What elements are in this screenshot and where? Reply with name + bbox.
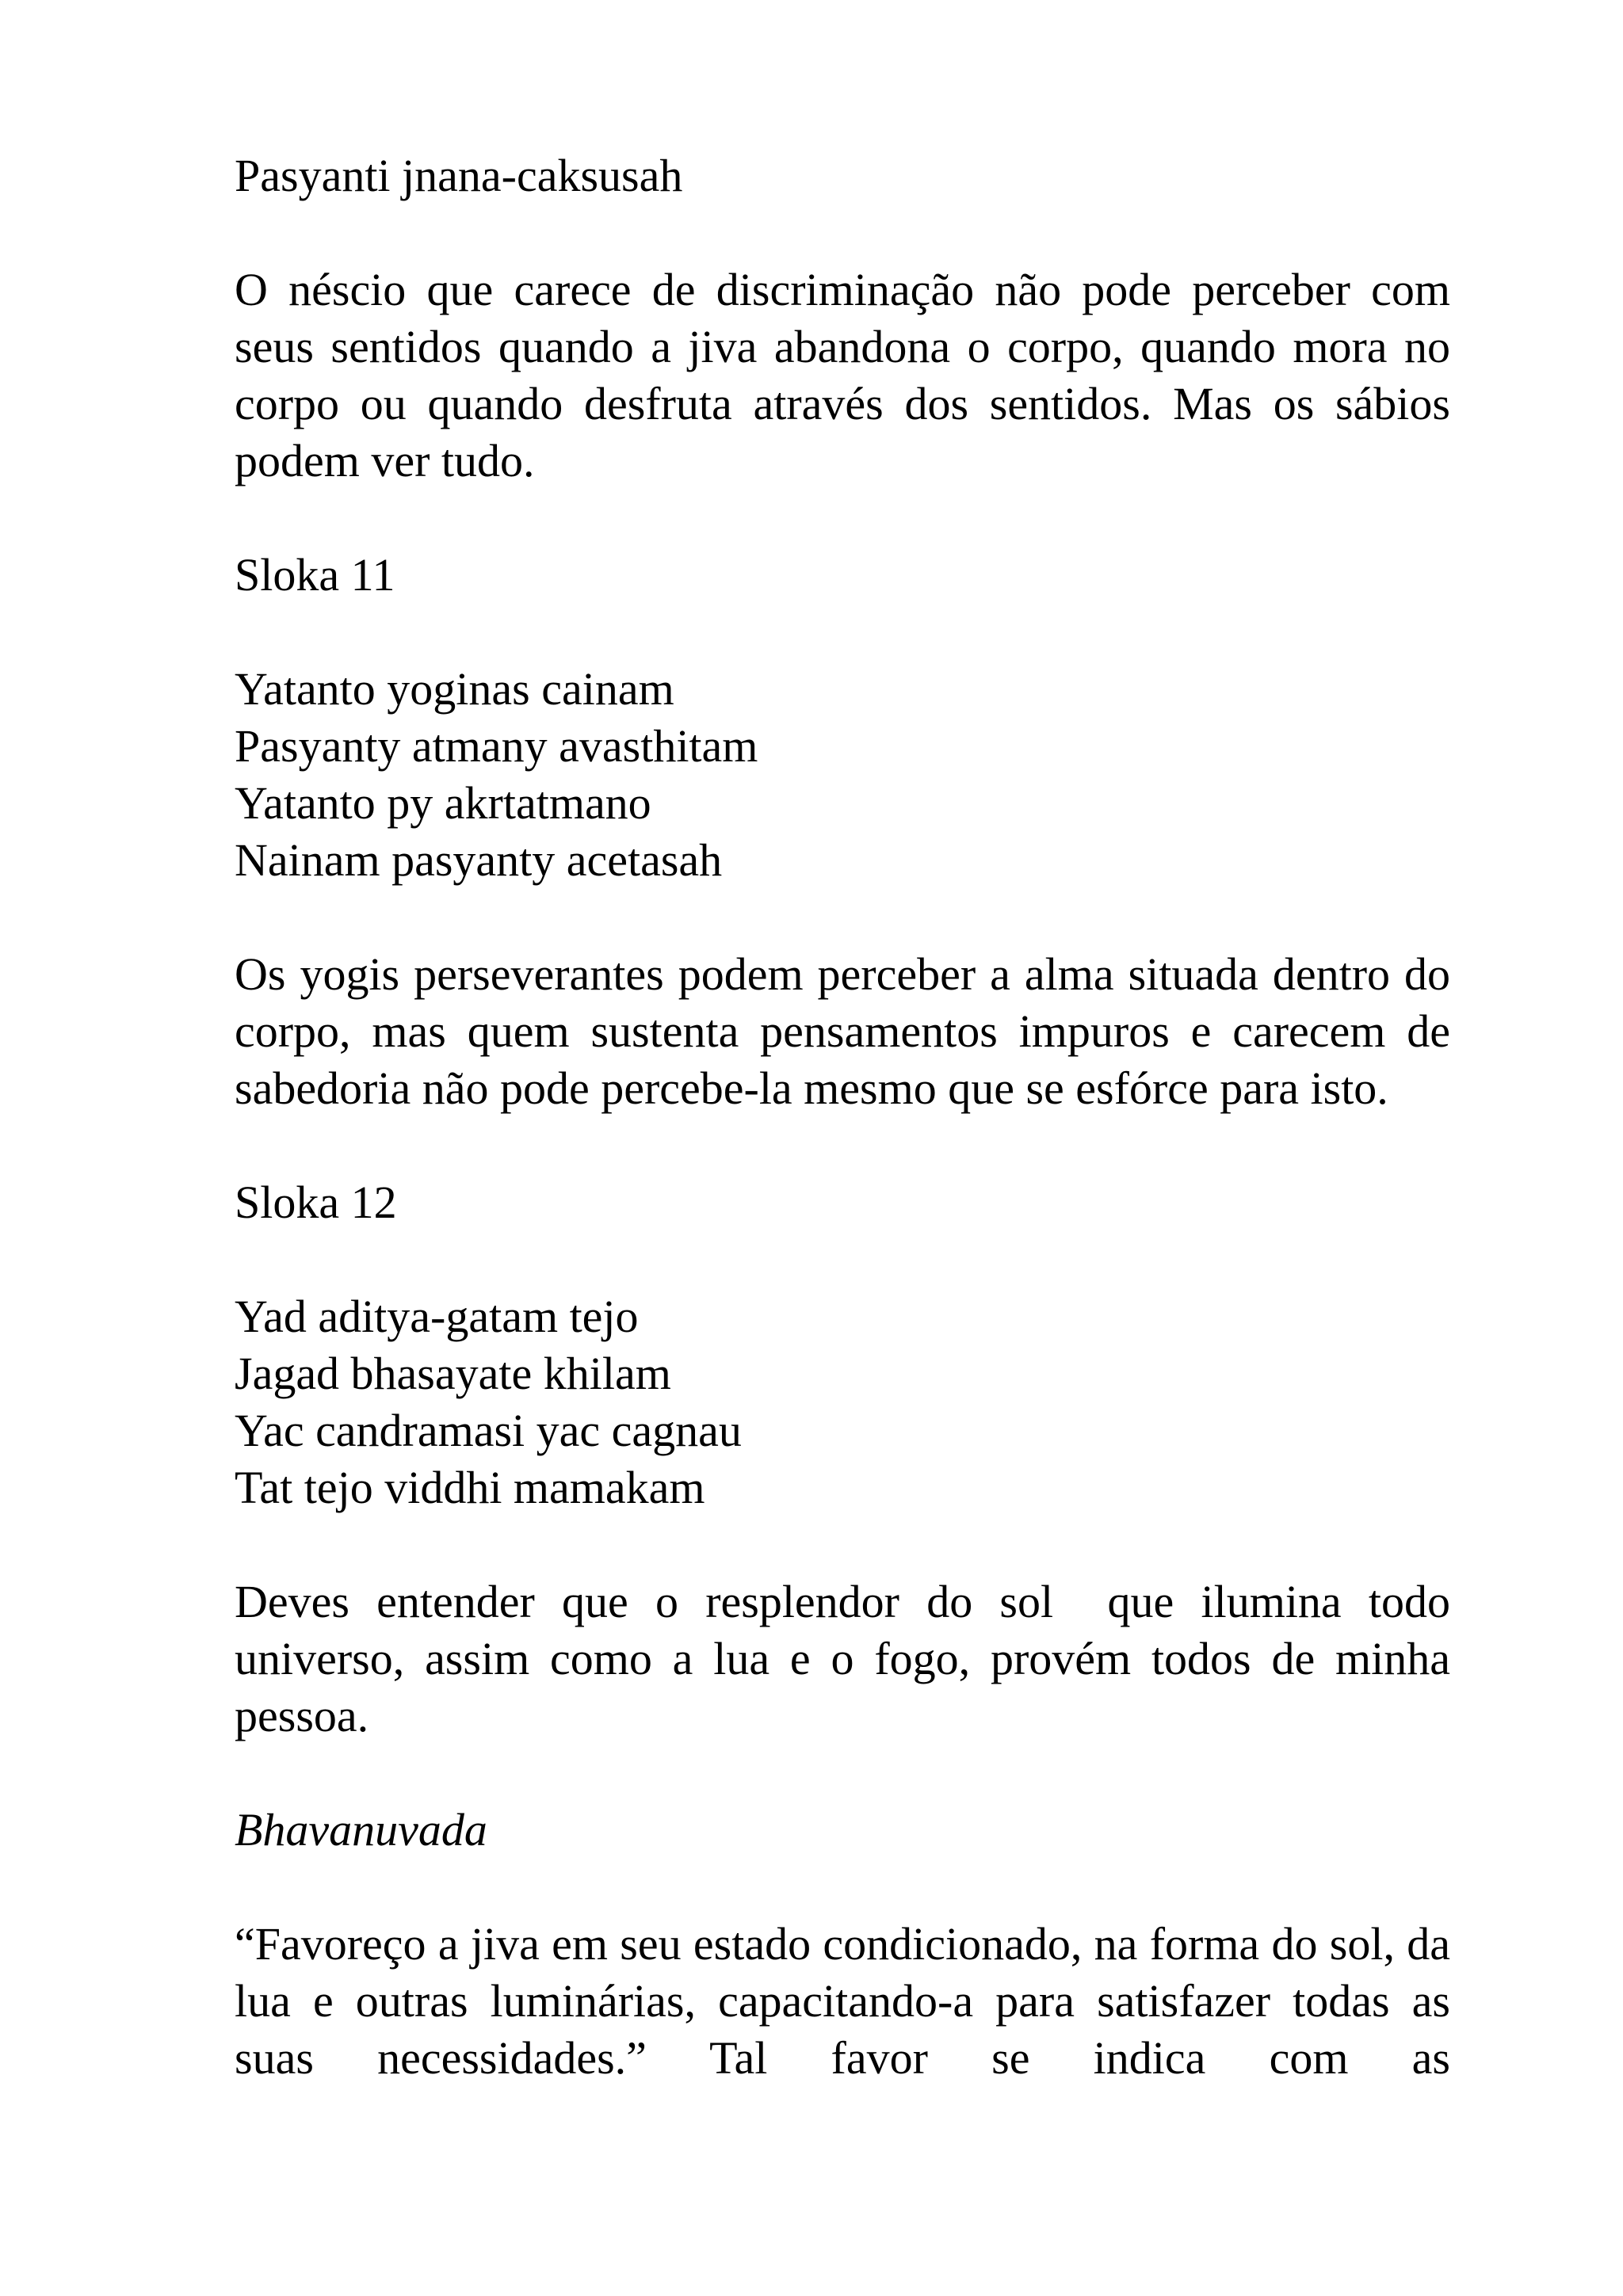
translation-sloka-10: O néscio que carece de discriminação não pode perceber com seus sentidos quando a jiva abandona o corpo, quando mora no corpo ou quando desfruta através dos sentidos. Mas os sábios podem ver tudo. <box>235 264 1450 486</box>
commentary-heading: Bhavanuvada <box>235 1804 487 1855</box>
verse-ending-line: Pasyanti jnana-caksusah <box>235 150 683 201</box>
verse-line: Nainam pasyanty acetasah <box>235 834 723 886</box>
verse-line: Yatanto yoginas cainam <box>235 663 674 715</box>
verse-line: Pasyanty atmany avasthitam <box>235 720 758 772</box>
document-page <box>235 147 1462 2144</box>
translation-sloka-12: Deves entender que o resplendor do sol que ilumina todo universo, assim como a lua e o fogo, provém todos de minha pessoa. <box>235 1576 1462 1741</box>
verse-line: Yatanto py akrtatmano <box>235 777 651 829</box>
commentary-paragraph: “Favoreço a jiva em seu estado condicionado, na forma do sol, da lua e outras luminárias, capacitando-a para satisfazer todas as suas necessidades.” Tal favor se indica com as <box>235 1918 1450 2084</box>
sloka-11-verse <box>235 661 1450 889</box>
sloka-12-verse <box>235 1288 1450 1516</box>
verse-line: Yad aditya-gatam tejo <box>235 1291 639 1342</box>
translation-sloka-11: Os yogis perseverantes podem perceber a alma situada dentro do corpo, mas quem sustenta pensamentos impuros e carecem de sabedoria não pode percebe-la mesmo que se esfórce para isto. <box>235 948 1450 1114</box>
verse-line: Jagad bhasayate khilam <box>235 1348 671 1399</box>
sloka-12-heading: Sloka 12 <box>235 1177 397 1228</box>
verse-line: Tat tejo viddhi mamakam <box>235 1462 705 1513</box>
verse-line: Yac candramasi yac cagnau <box>235 1405 742 1456</box>
sloka-11-heading: Sloka 11 <box>235 549 395 601</box>
